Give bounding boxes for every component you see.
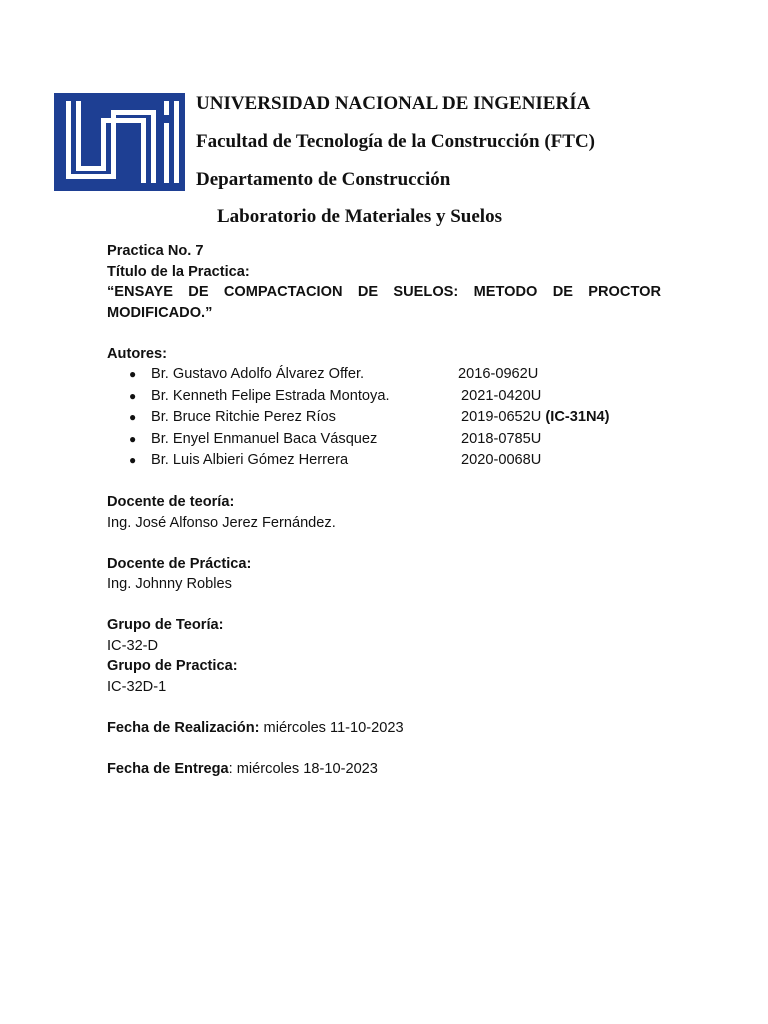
laboratory-name: Laboratorio de Materiales y Suelos [217,206,502,227]
document-body [107,241,661,779]
delivery-date-label: Fecha de Entrega [107,760,229,777]
delivery-date-value: : miércoles 18-10-2023 [228,760,378,777]
author-name: Br. Bruce Ritchie Perez Ríos [151,409,336,426]
author-id: 2021-0420U [461,387,542,404]
uni-logo [54,93,185,191]
uni-logo-icon [54,93,185,191]
delivery-date [107,759,661,780]
author-name: Br. Gustavo Adolfo Álvarez Offer. [151,366,365,382]
author-group-note: (IC-31N4) [545,409,610,426]
bullet-icon: ● [129,410,137,425]
realization-date-label: Fecha de Realización: [107,719,260,736]
author-item [107,407,661,429]
author-item [107,429,661,451]
bullet-icon: ● [129,431,137,446]
author-name: Br. Luis Albieri Gómez Herrera [151,452,349,469]
realization-date [107,718,661,739]
author-item [107,450,661,472]
author-item [107,386,661,408]
theory-group-value: IC-32-D [107,637,159,654]
authors-label: Autores: [107,345,167,362]
author-item [107,364,661,386]
university-name: UNIVERSIDAD NACIONAL DE INGENIERÍA [196,93,591,114]
author-id: 2019-0652U [461,409,542,426]
bullet-icon: ● [129,388,137,403]
faculty-name: Facultad de Tecnología de la Construcción (FTC) [196,131,596,152]
department-name: Departamento de Construcción [196,169,451,190]
theory-group-label: Grupo de Teoría: [107,617,224,634]
author-id: 2016-0962U [458,366,539,382]
practice-title: “ENSAYE DE COMPACTACION DE SUELOS: METODO DE PROCTOR MODIFICADO.” [107,284,661,321]
author-id: 2018-0785U [461,430,542,447]
practice-group-value: IC-32D-1 [107,678,167,695]
theory-teacher-value: Ing. José Alfonso Jerez Fernández. [107,514,336,531]
author-name: Br. Kenneth Felipe Estrada Montoya. [151,387,390,404]
realization-date-value: miércoles 11-10-2023 [259,719,404,736]
practice-title-label: Título de la Practica: [107,263,250,280]
practice-number: Practica No. 7 [107,243,204,259]
theory-teacher-label: Docente de teoría: [107,494,235,511]
authors-list [107,364,661,472]
practice-teacher-label: Docente de Práctica: [107,555,252,572]
author-id: 2020-0068U [461,452,542,469]
author-name: Br. Enyel Enmanuel Baca Vásquez [151,430,378,447]
bullet-icon: ● [129,453,137,468]
practice-group-label: Grupo de Practica: [107,658,238,675]
bullet-icon: ● [129,367,137,381]
practice-teacher-value: Ing. Johnny Robles [107,576,232,593]
